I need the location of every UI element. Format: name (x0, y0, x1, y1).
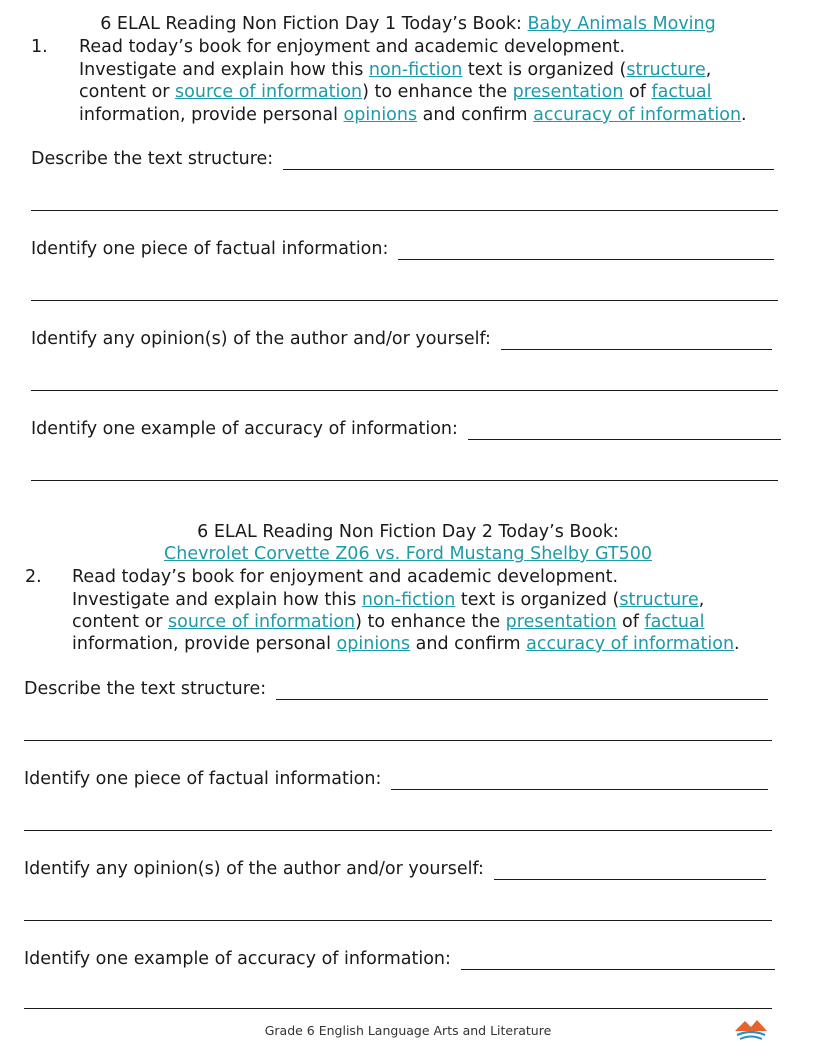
day2-line4-a: information, provide personal (72, 634, 337, 654)
day2-line3-c: of (616, 612, 645, 632)
day2-link-source[interactable]: source of information (168, 612, 356, 632)
day2-number: 2. (25, 567, 42, 587)
day2-line2-b: text is organized ( (455, 590, 620, 610)
day1-line3-b: ) to enhance the (362, 82, 513, 102)
day1-answer-structure-line[interactable] (283, 151, 774, 170)
day2-link-structure[interactable]: structure (619, 590, 699, 610)
day2-prompt-factual (24, 768, 768, 790)
day1-link-nonfiction[interactable]: non-fiction (368, 60, 463, 80)
day1-prompt-accuracy (31, 418, 781, 440)
day2-instruction-line2 (72, 589, 704, 612)
day2-link-accuracy[interactable]: accuracy of information (526, 634, 735, 654)
day2-prompt-accuracy-label: Identify one example of accuracy of information: (24, 949, 451, 969)
day2-prompt-opinion-label: Identify any opinion(s) of the author and/or yourself: (24, 859, 484, 879)
day2-answer-structure-line2[interactable] (24, 740, 772, 741)
day1-book-link[interactable]: Baby Animals Moving (527, 14, 716, 34)
day2-answer-opinion-line[interactable] (494, 861, 766, 880)
day1-number: 1. (31, 37, 48, 57)
day1-prompt-opinion-label: Identify any opinion(s) of the author and/or yourself: (31, 329, 491, 349)
day2-prompt-structure (24, 678, 768, 700)
day1-line3-c: of (623, 82, 652, 102)
day1-prompt-structure (31, 148, 774, 170)
day2-instruction-line4 (72, 633, 740, 656)
day2-answer-opinion-line2[interactable] (24, 920, 772, 921)
day2-answer-factual-line[interactable] (391, 771, 768, 790)
day1-answer-factual-line2[interactable] (31, 300, 778, 301)
day1-prompt-accuracy-label: Identify one example of accuracy of information: (31, 419, 458, 439)
day2-answer-accuracy-line[interactable] (461, 951, 775, 970)
day2-line2-a: Investigate and explain how this (72, 590, 362, 610)
day1-instruction-line1: Read today’s book for enjoyment and academic development. (79, 37, 626, 57)
page-footer: Grade 6 English Language Arts and Literature (264, 1023, 552, 1038)
day2-prompt-accuracy (24, 948, 775, 970)
day2-instruction-line3 (72, 611, 705, 634)
day1-prompt-structure-label: Describe the text structure: (31, 149, 274, 169)
day1-line3-a: content or (79, 82, 176, 102)
day2-prompt-factual-label: Identify one piece of factual information: (24, 769, 382, 789)
day2-prompt-opinion (24, 858, 766, 880)
day2-prompt-structure-label: Describe the text structure: (24, 679, 267, 699)
day1-answer-accuracy-line[interactable] (468, 421, 781, 440)
day2-answer-structure-line[interactable] (276, 681, 768, 700)
day1-prompt-factual (31, 238, 774, 260)
day1-title (0, 13, 816, 35)
day2-link-presentation[interactable]: presentation (505, 612, 617, 632)
day2-line3-b: ) to enhance the (355, 612, 506, 632)
day1-line4-c: . (741, 105, 747, 125)
day1-instruction-line2 (79, 59, 711, 82)
day1-title-prefix: 6 ELAL Reading Non Fiction Day 1 Today’s Book: (100, 14, 528, 34)
day1-instruction-line4 (79, 104, 747, 127)
day2-book-link[interactable]: Chevrolet Corvette Z06 vs. Ford Mustang Shelby GT500 (164, 544, 652, 564)
day1-line4-a: information, provide personal (79, 105, 344, 125)
day2-line3-a: content or (72, 612, 169, 632)
day1-prompt-opinion (31, 328, 772, 350)
day1-link-presentation[interactable]: presentation (512, 82, 624, 102)
day1-line4-b: and confirm (417, 105, 534, 125)
mountain-logo-icon (733, 1016, 769, 1042)
day2-answer-accuracy-line2[interactable] (24, 1008, 772, 1009)
day1-link-opinions[interactable]: opinions (343, 105, 418, 125)
day1-answer-accuracy-line2[interactable] (31, 480, 778, 481)
day2-link-opinions[interactable]: opinions (336, 634, 411, 654)
day1-answer-opinion-line[interactable] (501, 331, 772, 350)
day1-line2-a: Investigate and explain how this (79, 60, 369, 80)
day1-answer-factual-line[interactable] (398, 241, 774, 260)
day1-line2-b: text is organized ( (462, 60, 627, 80)
day1-link-source[interactable]: source of information (175, 82, 363, 102)
day1-link-structure[interactable]: structure (626, 60, 706, 80)
day2-link-factual[interactable]: factual (644, 612, 705, 632)
day1-answer-opinion-line2[interactable] (31, 390, 778, 391)
day2-answer-factual-line2[interactable] (24, 830, 772, 831)
day2-link-nonfiction[interactable]: non-fiction (361, 590, 456, 610)
day1-instruction-line3 (79, 81, 712, 104)
day1-answer-structure-line2[interactable] (31, 210, 778, 211)
day1-link-accuracy[interactable]: accuracy of information (533, 105, 742, 125)
day2-line4-c: . (734, 634, 740, 654)
day1-line2-c: , (705, 60, 712, 80)
day1-prompt-factual-label: Identify one piece of factual information: (31, 239, 389, 259)
day1-link-factual[interactable]: factual (651, 82, 712, 102)
day2-line2-c: , (698, 590, 705, 610)
day2-book-title-row (0, 543, 816, 565)
day2-line4-b: and confirm (410, 634, 527, 654)
day2-title: 6 ELAL Reading Non Fiction Day 2 Today’s Book: (197, 522, 619, 542)
day2-instruction-line1: Read today’s book for enjoyment and academic development. (72, 567, 619, 587)
